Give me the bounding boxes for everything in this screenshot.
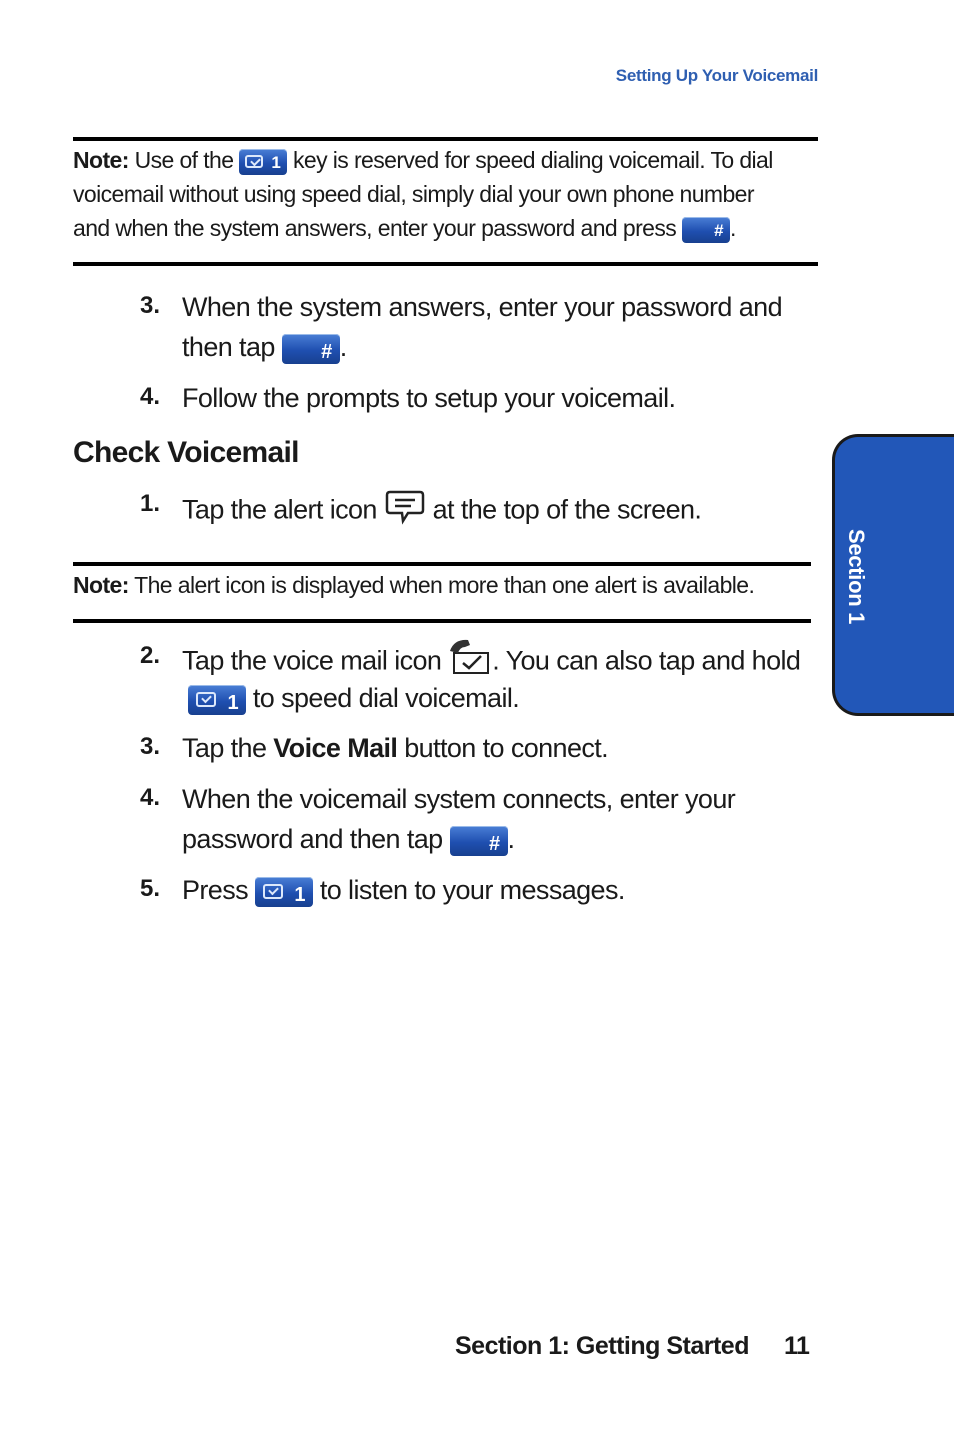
step-text: password and then tap # .: [182, 824, 515, 855]
step-text: When the voicemail system connects, enter your: [182, 784, 736, 814]
note-bottom-rule: [73, 619, 811, 623]
note-top-rule: [73, 137, 818, 141]
step-number: 5.: [140, 875, 161, 902]
section-tab-label: Section 1: [844, 529, 869, 625]
pound-key-icon: #: [282, 334, 340, 364]
step-number: 1.: [140, 490, 161, 517]
note-bottom-rule: [73, 262, 818, 266]
step-number: 2.: [140, 642, 161, 669]
voicemail-key-icon: 1: [188, 685, 246, 715]
pound-key-icon: #: [450, 826, 508, 856]
note-line: Note: The alert icon is displayed when more than one alert is available.: [73, 572, 755, 598]
step-text: Tap the Voice Mail button to connect.: [182, 733, 609, 763]
pound-key-icon: #: [682, 217, 730, 243]
step-text: Follow the prompts to setup your voicemail.: [182, 383, 676, 413]
note-line-3: and when the system answers, enter your password and press # .: [73, 215, 736, 241]
step-number: 4.: [140, 784, 161, 811]
note-line-1: Note: Use of the 1 key is reserved for speed dialing voicemail. To dial: [73, 147, 773, 173]
step-number: 3.: [140, 292, 161, 319]
running-header: Setting Up Your Voicemail: [615, 66, 818, 85]
step-number: 4.: [140, 383, 161, 410]
step-text: Press 1 to listen to your messages.: [182, 875, 625, 906]
step-text: then tap # .: [182, 332, 347, 363]
step-text: Tap the alert icon at the top of the screen.: [182, 485, 701, 538]
note-line-2: voicemail without using speed dial, simply dial your own phone number: [73, 181, 754, 207]
alert-icon: [384, 485, 426, 538]
step-text: 1 to speed dial voicemail.: [188, 678, 519, 718]
page-number: 11: [784, 1332, 810, 1360]
note-label: Note:: [73, 572, 129, 598]
note-label: Note:: [73, 147, 129, 173]
note-top-rule: [73, 562, 811, 566]
footer-section: Section 1: Getting Started: [455, 1332, 749, 1360]
step-text: Tap the voice mail icon . You can also tap and hold: [182, 637, 800, 688]
section-heading: Check Voicemail: [73, 436, 299, 469]
step-number: 3.: [140, 733, 161, 760]
voicemail-key-icon: 1: [239, 149, 287, 175]
section-side-tab: [832, 434, 954, 716]
step-text: When the system answers, enter your password and: [182, 292, 782, 322]
voicemail-key-icon: 1: [255, 877, 313, 907]
